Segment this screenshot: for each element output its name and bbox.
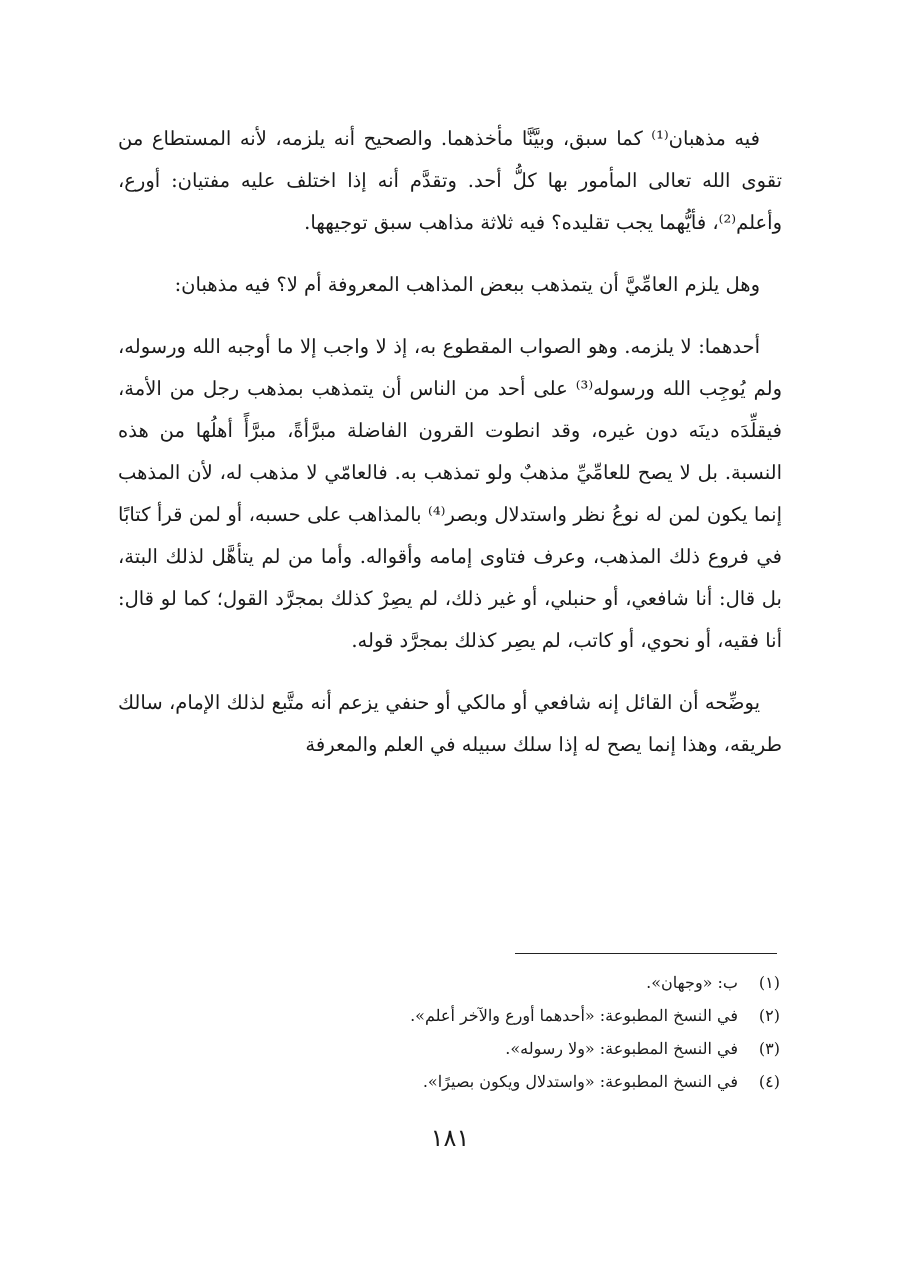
main-text xyxy=(118,118,782,786)
paragraph-1: فيه مذهبان⁽¹⁾ كما سبق، وبيَّنَّا مأخذهما. والصحيح أنه يلزمه، لأنه المستطاع من تقوى الله تعالى المأمور بها كلُّ أحد. وتقدَّم أنه إذا اختلف عليه مفتيان: أورع، وأعلم⁽²⁾، فأيُّهما يجب تقليده؟ فيه ثلاثة مذاهب سبق توجيهها. xyxy=(118,127,782,234)
footnote-4 xyxy=(118,1065,782,1098)
paragraph-2: وهل يلزم العامِّيَّ أن يتمذهب ببعض المذاهب المعروفة أم لا؟ فيه مذهبان: xyxy=(174,273,760,296)
paragraph-3: أحدهما: لا يلزمه. وهو الصواب المقطوع به، إذ لا واجب إلا ما أوجبه الله ورسوله، ولم يُوجِب الله ورسوله⁽³⁾ على أحد من الناس أن يتمذهب بمذهب رجل من الأمة، فيقلِّدَه دينَه دون غيره، وقد انطوت القرون الفاضلة مبرَّأةً، مبرَّأً أهلُها من هذه النسبة. بل لا يصح للعامِّيِّ مذهبٌ ولو تمذهب به. فالعامّي لا مذهب له، لأن المذهب إنما يكون لمن له نوعُ نظر واستدلال وبصر⁽⁴⁾ بالمذاهب على حسبه، أو لمن قرأ كتابًا في فروع ذلك المذهب، وعرف فتاوى إمامه وأقواله. وأما من لم يتأهَّل لذلك البتة، بل قال: أنا شافعي، أو حنبلي، أو غير ذلك، لم يصِرْ كذلك بمجرَّد القول؛ كما لو قال: أنا فقيه، أو نحوي، أو كاتب، لم يصِر كذلك بمجرَّد قوله. xyxy=(118,335,782,652)
footnote-number: (٢) xyxy=(758,1006,780,1025)
footnote-text: في النسخ المطبوعة: «أحدهما أورع والآخر أعلم». xyxy=(410,1006,738,1025)
footnote-1 xyxy=(118,966,782,999)
footnote-divider xyxy=(515,953,777,954)
footnote-text: في النسخ المطبوعة: «ولا رسوله». xyxy=(505,1039,738,1058)
page-number: ١٨١ xyxy=(430,1124,470,1152)
footnote-number: (٣) xyxy=(758,1039,780,1058)
footnote-text: في النسخ المطبوعة: «واستدلال ويكون بصيرًا». xyxy=(422,1072,738,1091)
footnote-2 xyxy=(118,999,782,1032)
footnote-number: (٤) xyxy=(758,1072,780,1091)
footnote-3 xyxy=(118,1032,782,1065)
footnote-number: (١) xyxy=(758,973,780,992)
footnotes xyxy=(118,966,782,1098)
paragraph-4: يوضِّحه أن القائل إنه شافعي أو مالكي أو حنفي يزعم أنه متَّبع لذلك الإمام، سالك طريقه، وهذا إنما يصح له إذا سلك سبيله في العلم والمعرفة xyxy=(118,691,782,756)
footnote-text: ب: «وجهان». xyxy=(646,973,738,992)
